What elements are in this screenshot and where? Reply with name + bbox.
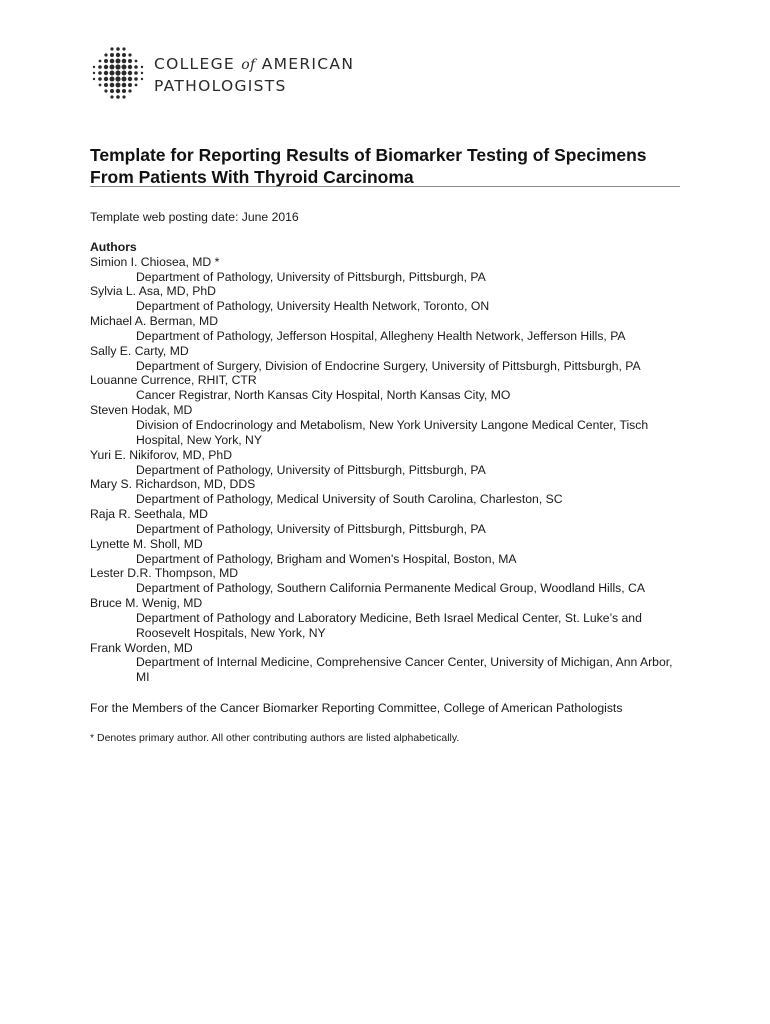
author-name: Simion I. Chiosea, MD * <box>90 254 220 269</box>
committee-statement: For the Members of the Cancer Biomarker Reporting Committee, College of American Pathologists <box>90 701 623 716</box>
author-name: Michael A. Berman, MD <box>90 314 219 329</box>
author-entry <box>90 284 680 314</box>
author-affiliation: Department of Pathology, Jefferson Hospital, Allegheny Health Network, Jefferson Hills, PA <box>136 328 626 343</box>
author-name: Louanne Currence, RHIT, CTR <box>90 373 257 388</box>
author-entry <box>90 641 680 686</box>
author-affiliation: Department of Pathology, University of Pittsburgh, Pittsburgh, PA <box>136 521 486 536</box>
author-name: Steven Hodak, MD <box>90 403 193 418</box>
author-name: Raja R. Seethala, MD <box>90 507 208 522</box>
author-entry <box>90 507 680 537</box>
logo-of: of <box>241 57 256 73</box>
author-affiliation: Department of Pathology, University of Pittsburgh, Pittsburgh, PA <box>136 269 486 284</box>
author-affiliation: Department of Pathology, Southern California Permanente Medical Group, Woodland Hills, CA <box>136 581 645 596</box>
author-affiliation: Division of Endocrinology and Metabolism, New York University Langone Medical Center, Tisch Hospital, New York, NY <box>136 417 649 447</box>
author-entry <box>90 255 680 285</box>
author-entry <box>90 314 680 344</box>
title-divider <box>90 186 680 187</box>
author-affiliation: Cancer Registrar, North Kansas City Hospital, North Kansas City, MO <box>136 388 511 403</box>
author-affiliation: Department of Pathology, University Health Network, Toronto, ON <box>136 299 490 314</box>
author-affiliation: Department of Surgery, Division of Endocrine Surgery, University of Pittsburgh, Pittsburgh, PA <box>136 358 641 373</box>
author-name: Sylvia L. Asa, MD, PhD <box>90 284 216 299</box>
author-name: Lynette M. Sholl, MD <box>90 536 203 551</box>
author-name: Bruce M. Wenig, MD <box>90 596 203 611</box>
author-name: Yuri E. Nikiforov, MD, PhD <box>90 447 232 462</box>
author-entry <box>90 477 680 507</box>
dot-grid-logo-icon <box>90 46 146 102</box>
author-affiliation: Department of Pathology, University of Pittsburgh, Pittsburgh, PA <box>136 462 486 477</box>
author-name: Sally E. Carty, MD <box>90 343 189 358</box>
header-logo <box>90 46 390 104</box>
author-entry <box>90 448 680 478</box>
author-name: Mary S. Richardson, MD, DDS <box>90 477 256 492</box>
author-affiliation: Department of Pathology and Laboratory Medicine, Beth Israel Medical Center, St. Luke’s and Roosevelt Hospitals, New York, NY <box>136 610 642 640</box>
title-line-2: From Patients With Thyroid Carcinoma <box>90 167 414 187</box>
author-entry <box>90 596 680 641</box>
document-title <box>90 144 680 188</box>
author-entry <box>90 344 680 374</box>
posting-date: Template web posting date: June 2016 <box>90 210 299 224</box>
author-entry <box>90 403 680 448</box>
logo-wordmark <box>154 54 354 97</box>
logo-american: AMERICAN <box>261 55 355 73</box>
author-affiliation: Department of Pathology, Medical University of South Carolina, Charleston, SC <box>136 492 563 507</box>
document-body <box>90 210 680 745</box>
author-entry <box>90 537 680 567</box>
logo-college: COLLEGE <box>154 55 235 73</box>
primary-author-footnote: * Denotes primary author. All other contributing authors are listed alphabetically. <box>90 732 460 744</box>
author-affiliation: Department of Internal Medicine, Comprehensive Cancer Center, University of Michigan, Ann Arbor, MI <box>136 655 673 685</box>
author-entry <box>90 566 680 596</box>
author-list <box>90 255 680 685</box>
author-name: Lester D.R. Thompson, MD <box>90 566 239 581</box>
author-name: Frank Worden, MD <box>90 640 193 655</box>
author-affiliation: Department of Pathology, Brigham and Women's Hospital, Boston, MA <box>136 551 517 566</box>
title-line-1: Template for Reporting Results of Biomarker Testing of Specimens <box>90 145 647 165</box>
author-entry <box>90 373 680 403</box>
logo-line-1 <box>154 54 354 76</box>
authors-heading: Authors <box>90 239 137 254</box>
logo-line-2: PATHOLOGISTS <box>154 77 287 95</box>
